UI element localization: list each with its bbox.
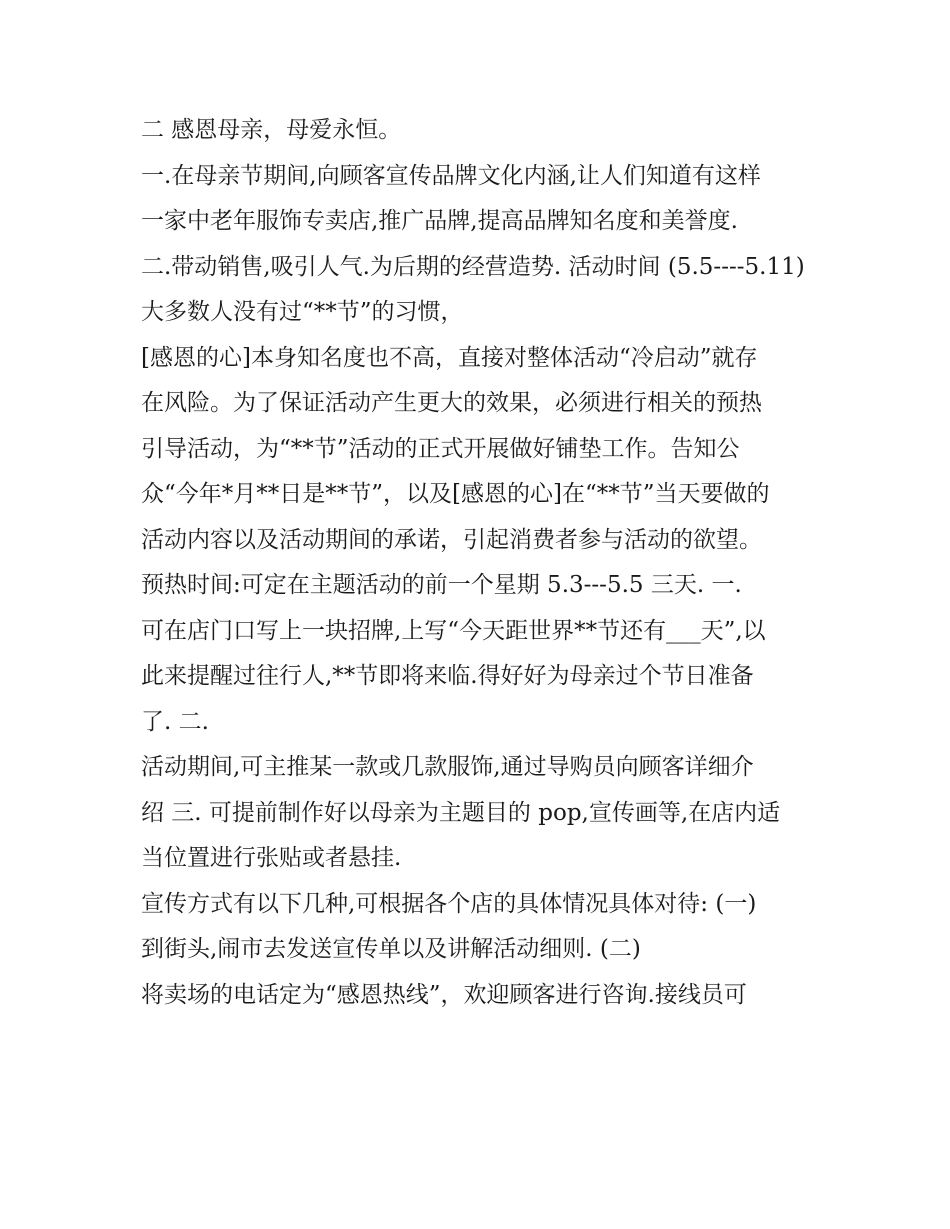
text-line: 大多数人没有过“**节”的习惯， <box>141 299 464 325</box>
text-line: 此来提醒过往行人,**节即将来临.得好好为母亲过个节日准备 <box>141 663 754 689</box>
text-line: 可在店门口写上一块招牌,上写“今天距世界**节还有___天”,以 <box>141 617 766 644</box>
document-body <box>141 108 821 1018</box>
text-line: 了. 二. <box>141 708 209 735</box>
text-line: [感恩的心]本身知名度也不高，直接对整体活动“冷启动”就存 <box>141 344 758 371</box>
text-line: 宣传方式有以下几种,可根据各个店的具体情况具体对待: (一) <box>141 890 757 917</box>
text-line: 一.在母亲节期间,向顾客宣传品牌文化内涵,让人们知道有这样 <box>141 162 761 189</box>
text-line: 一家中老年服饰专卖店,推广品牌,提高品牌知名度和美誉度. <box>141 208 738 234</box>
text-line: 二.带动销售,吸引人气.为后期的经营造势. 活动时间 (5.5----5.11) <box>141 253 805 280</box>
text-line: 预热时间:可定在主题活动的前一个星期 5.3---5.5 三天. 一. <box>141 572 742 598</box>
text-line: 当位置进行张贴或者悬挂. <box>141 845 402 871</box>
text-line: 到街头,闹市去发送宣传单以及讲解活动细则. (二) <box>141 936 641 962</box>
text-line: 活动期间,可主推某一款或几款服饰,通过导购员向顾客详细介 <box>141 754 754 780</box>
text-line: 活动内容以及活动期间的承诺，引起消费者参与活动的欲望。 <box>141 526 762 553</box>
text-line: 引导活动，为“**节”活动的正式开展做好铺垫工作。告知公 <box>141 435 740 462</box>
text-line: 在风险。为了保证活动产生更大的效果，必须进行相关的预热 <box>141 390 762 416</box>
text-line: 二 感恩母亲，母爱永恒。 <box>141 117 402 143</box>
text-line: 众“今年*月**日是**节”，以及[感恩的心]在“**节”当天要做的 <box>141 481 770 507</box>
text-line: 将卖场的电话定为“感恩热线”，欢迎顾客进行咨询.接线员可 <box>141 981 747 1008</box>
text-line: 绍 三. 可提前制作好以母亲为主题目的 pop,宣传画等,在店内适 <box>141 799 781 826</box>
